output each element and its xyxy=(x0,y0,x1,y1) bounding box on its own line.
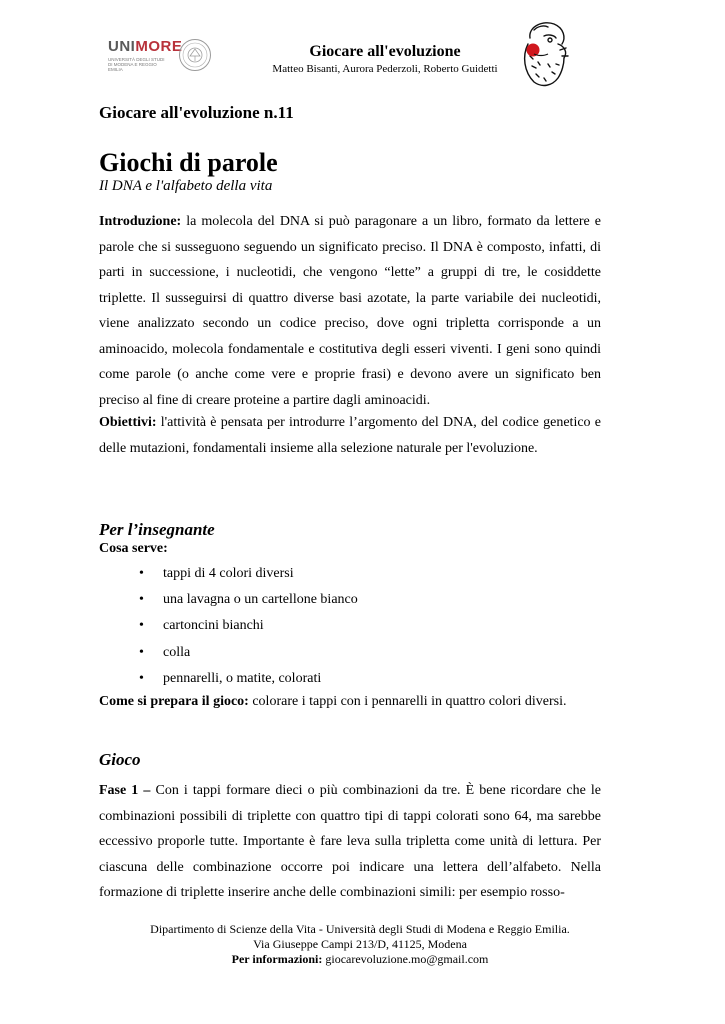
game-heading: Gioco xyxy=(99,750,141,769)
page-subtitle: Il DNA e l'alfabeto della vita xyxy=(99,178,273,194)
phase-text: Con i tappi formare dieci o più combinazioni da tre. È bene ricordare che le combinazioni possibili di triplette con quattro tipi di tappi colorati sono 64, ma sarebbe eccessivo proporle tutte. Importante è fare leva sulla tripletta come unità di lettura. Per ciascuna delle combinazione occorre poi indicare una lettera dell’alfabeto. Nella formazione di triplette inserire anche delle combinazioni simili: per esempio rosso- xyxy=(99,783,601,900)
intro-text: la molecola del DNA si può paragonare a un libro, formato da lettere e parole che si susseguono seguendo un significato preciso. Il DNA è composto, infatti, di parti in successione, i nucleotidi, che vengono “lette” a gruppi di tre, le cosiddette triplette. Il susseguirsi di quattro diverse basi azotate, la parte variabile dei nucleotidi, viene analizzato secondo un codice preciso, dove ogni tripletta corrisponde a un aminoacido, molecola fondamentale e costitutiva degli esseri viventi. I geni sono quindi come parole (o anche come vere e proprie frasi) e devono avere un significato ben preciso al fine di creare proteine a partire dagli aminoacidi. xyxy=(99,214,601,408)
header-authors: Matteo Bisanti, Aurora Pederzoli, Roberto Guidetti xyxy=(272,63,498,75)
page-title: Giochi di parole xyxy=(99,148,278,177)
preparation-line xyxy=(99,694,566,710)
preparation-text: colorare i tappi con i pennarelli in quattro colori diversi. xyxy=(248,694,567,709)
list-item: • una lavagna o un cartellone bianco xyxy=(139,590,358,616)
list-item: • colla xyxy=(139,643,358,669)
page-footer xyxy=(100,922,620,967)
footer-department: Dipartimento di Scienze della Vita - Università degli Studi di Modena e Reggio Emilia. xyxy=(150,922,570,936)
footer-email: giocarevoluzione.mo@gmail.com xyxy=(322,952,489,966)
phase-label: Fase 1 – xyxy=(99,783,151,798)
logo-subtitle: UNIVERSITÀ DEGLI STUDI DI MODENA E REGGIO EMILIA xyxy=(108,57,165,72)
unimore-logo xyxy=(108,38,216,74)
goals-text: l'attività è pensata per introdurre l’argomento del DNA, del codice genetico e delle mutazioni, fondamentali insieme alla selezione naturale per l'evoluzione. xyxy=(99,415,601,456)
preparation-label: Come si prepara il gioco: xyxy=(99,694,249,709)
logo-wordmark: UNIMORE xyxy=(108,38,183,55)
materials-label: Cosa serve: xyxy=(99,541,168,556)
footer-info-label: Per informazioni: xyxy=(231,952,323,966)
university-seal-icon xyxy=(178,38,212,72)
footer-contact xyxy=(100,952,620,967)
intro-label: Introduzione: xyxy=(99,214,182,229)
list-item: • cartoncini bianchi xyxy=(139,616,358,642)
phase-paragraph xyxy=(99,778,601,906)
header-title: Giocare all'evoluzione xyxy=(309,43,461,60)
materials-list xyxy=(139,564,358,695)
goals-paragraph xyxy=(99,410,601,461)
bearded-mascot-icon xyxy=(514,16,576,92)
footer-address: Via Giuseppe Campi 213/D, 41125, Modena xyxy=(253,937,467,951)
list-item: • tappi di 4 colori diversi xyxy=(139,564,358,590)
goals-label: Obiettivi: xyxy=(99,415,157,430)
teacher-heading: Per l’insegnante xyxy=(99,520,215,539)
intro-paragraph xyxy=(99,209,601,413)
list-item: • pennarelli, o matite, colorati xyxy=(139,669,358,695)
series-title: Giocare all'evoluzione n.11 xyxy=(99,103,294,122)
